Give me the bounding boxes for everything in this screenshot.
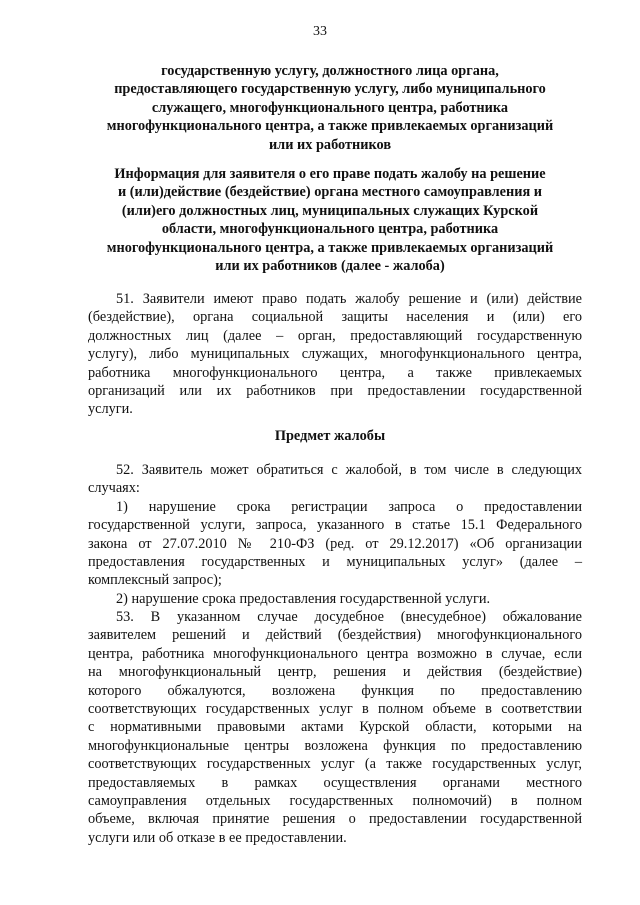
text-line: предоставления государственных и муниципальных услуг» (далее – — [88, 553, 582, 570]
paragraph-51 — [88, 290, 582, 419]
text-line: 51. Заявители имеют право подать жалобу решение и (или) действие — [116, 291, 582, 307]
subject-heading — [70, 427, 590, 445]
text-line: 53. В указанном случае досудебное (внесудебное) обжалование — [116, 609, 582, 625]
text-line: предоставляемых в рамках осуществления органами местного — [88, 774, 582, 791]
text-line: объеме, включая принятие решения о предоставлении государственной — [88, 811, 582, 828]
heading-line: многофункционального центра, а также привлекаемых организаций — [106, 239, 554, 256]
heading-line: Информация для заявителя о его праве подать жалобу на решение — [114, 166, 546, 182]
heading-line: многофункционального центра, а также привлекаемых организаций — [106, 118, 554, 135]
text-line: должностных лиц (далее – орган, предоставляющий государственную — [88, 327, 582, 344]
heading-line: (или)его должностных лиц, муниципальных служащих Курской — [121, 202, 539, 219]
page-number: 33 — [313, 24, 327, 39]
text-line: комплексный запрос); — [88, 572, 222, 589]
text-line: 2) нарушение срока предоставления государственной услуги. — [116, 590, 491, 607]
text-line: услуги. — [88, 401, 133, 418]
paragraph-53 — [88, 608, 582, 847]
heading-line: или их работников (далее - жалоба) — [215, 258, 445, 275]
info-heading — [70, 165, 590, 275]
heading-line: области, многофункционального центра, работника — [161, 221, 499, 238]
text-line: организаций или их работников при предоставлении государственной — [88, 382, 582, 399]
text-line: на многофункциональный центр, решения и действия (бездействие) — [88, 664, 582, 681]
section-heading-continuation — [70, 62, 590, 154]
heading-line: служащего, многофункционального центра, работника — [151, 99, 509, 116]
text-line: с нормативными правовыми актами Курской области, которыми на — [88, 719, 582, 736]
text-line: работника многофункционального центра, а также привлекаемых — [88, 364, 582, 381]
heading-line: государственную услугу, должностного лица органа, — [161, 63, 499, 79]
heading-line: Предмет жалобы — [274, 428, 386, 444]
heading-line: и (или)действие (бездействие) органа местного самоуправления и — [117, 184, 543, 201]
text-line: закона от 27.07.2010 № 210-ФЗ (ред. от 29.12.2017) «Об организации — [88, 535, 582, 552]
heading-line: предоставляющего государственную услугу, либо муниципального — [114, 81, 546, 98]
text-line: 1) нарушение срока регистрации запроса о предоставлении — [116, 498, 582, 515]
text-line: государственной услуги, запроса, указанного в статье 15.1 Федерального — [88, 517, 582, 534]
text-line: многофункциональные центры возложена функция по предоставлению — [88, 737, 582, 754]
paragraph-52 — [88, 461, 582, 608]
text-line: 52. Заявитель может обратиться с жалобой, в том числе в следующих — [116, 462, 582, 478]
text-line: случаях: — [88, 480, 140, 497]
text-line: (бездействие), органа социальной защиты населения и (или) его — [88, 309, 582, 326]
text-line: услугу), либо муниципальных служащих, многофункционального центра, — [88, 346, 582, 363]
heading-line: или их работников — [268, 136, 392, 153]
text-line: соответствующих государственных услуг (а также государственных услуг, — [88, 756, 582, 773]
text-line: услуги или об отказе в ее предоставлении. — [88, 829, 347, 846]
text-line: самоуправления отдельных государственных полномочий) в полном — [88, 792, 582, 809]
text-line: соответствующих государственных услуг в полном объеме в соответствии — [88, 700, 582, 717]
text-line: заявителем решений и действий (бездействия) многофункционального — [88, 627, 582, 644]
text-line: центра, работника многофункционального центра возможно в случае, если — [88, 645, 582, 662]
text-line: которого обжалуются, возложена функция по предоставлению — [88, 682, 582, 699]
